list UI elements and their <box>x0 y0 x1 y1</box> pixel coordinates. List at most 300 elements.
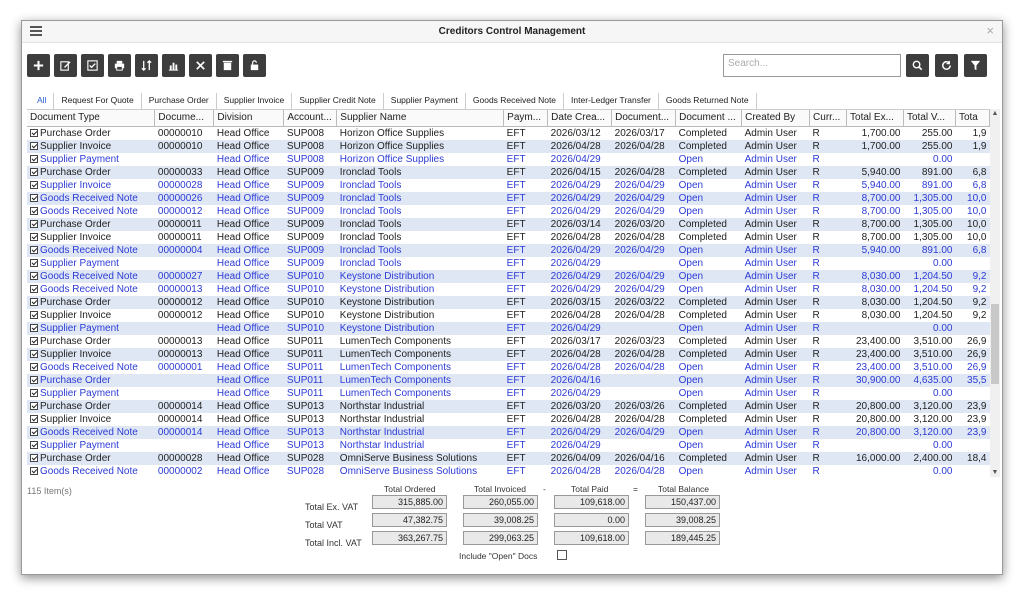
table-cell: EFT <box>506 283 526 295</box>
balance-vat: 39,008.25 <box>645 513 720 527</box>
row-checkbox[interactable] <box>30 441 38 449</box>
column-header[interactable]: Tota <box>955 110 989 126</box>
table-row[interactable] <box>27 283 990 296</box>
table-cell: Head Office <box>214 400 284 413</box>
table-row[interactable] <box>27 452 990 465</box>
table-cell: SUP010 <box>286 283 325 295</box>
table-cell: SUP028 <box>284 452 337 465</box>
table-cell: 2026/04/29 <box>550 179 601 191</box>
row-checkbox[interactable] <box>30 337 38 345</box>
table-cell <box>27 244 155 257</box>
header-total-invoiced: Total Invoiced <box>474 484 526 494</box>
table-cell: 00000010 <box>157 127 203 139</box>
table-cell: R <box>810 218 847 231</box>
item-count: 115 Item(s) <box>27 486 72 496</box>
table-cell: Open <box>678 387 704 399</box>
table-cell: Head Office <box>216 283 270 295</box>
table-cell: 2026/03/20 <box>548 400 612 413</box>
row-checkbox[interactable] <box>30 363 38 371</box>
table-cell <box>847 153 904 166</box>
table-row[interactable] <box>27 192 990 205</box>
document-type-label: Goods Received Note <box>40 192 138 204</box>
table-cell: R <box>810 452 847 465</box>
column-header[interactable]: Account... <box>284 110 337 126</box>
table-cell: R <box>810 270 847 283</box>
table-cell: EFT <box>504 374 548 387</box>
row-checkbox[interactable] <box>30 272 38 280</box>
column-header[interactable]: Date Crea... <box>548 110 612 126</box>
table-cell: 2026/04/29 <box>548 322 612 335</box>
table-cell: Completed <box>678 335 727 347</box>
row-checkbox[interactable] <box>30 415 38 423</box>
table-cell: SUP011 <box>286 361 324 373</box>
row-checkbox[interactable] <box>30 168 38 176</box>
table-cell <box>27 231 155 244</box>
table-cell: SUP013 <box>284 426 337 439</box>
table-cell: SUP013 <box>286 439 325 451</box>
table-cell: 2026/04/29 <box>548 192 612 205</box>
table-cell: 2026/04/29 <box>550 257 601 269</box>
table-cell: EFT <box>506 205 526 217</box>
table-cell: Admin User <box>744 231 797 243</box>
table-cell: EFT <box>504 218 548 231</box>
table-cell: R <box>812 439 820 451</box>
refresh-button[interactable] <box>935 54 958 77</box>
table-row[interactable] <box>27 205 990 218</box>
document-type-label: Goods Received Note <box>40 361 138 373</box>
table-cell: 0.00 <box>932 257 953 269</box>
table-cell: Head Office <box>216 439 270 451</box>
table-cell: LumenTech Components <box>339 361 451 373</box>
paid-incl-vat: 109,618.00 <box>554 531 629 545</box>
ordered-ex-vat: 315,885.00 <box>372 495 447 509</box>
table-row[interactable] <box>27 153 990 166</box>
table-cell: SUP011 <box>284 348 337 361</box>
table-cell: 1,204.50 <box>904 296 956 309</box>
table-cell: 23,400.00 <box>856 335 901 347</box>
row-checkbox[interactable] <box>30 233 38 241</box>
table-cell: SUP011 <box>286 387 324 399</box>
table-cell <box>27 387 155 400</box>
table-row[interactable] <box>27 335 990 348</box>
table-cell: EFT <box>506 387 526 399</box>
table-cell: Keystone Distribution <box>339 309 435 321</box>
table-cell: EFT <box>506 309 526 321</box>
table-cell: 2026/04/28 <box>550 361 601 373</box>
table-cell <box>955 153 989 166</box>
table-cell <box>27 126 155 140</box>
print-button[interactable] <box>108 54 131 77</box>
table-cell: 4,635.00 <box>904 374 956 387</box>
table-row[interactable] <box>27 231 990 244</box>
row-checkbox[interactable] <box>30 285 38 293</box>
table-cell: R <box>810 348 847 361</box>
tab-supplier-invoice[interactable]: Supplier Invoice <box>217 93 292 109</box>
table-cell: Head Office <box>214 270 284 283</box>
table-cell: Keystone Distribution <box>337 322 504 335</box>
table-cell: Head Office <box>216 309 270 321</box>
row-checkbox[interactable] <box>30 402 38 410</box>
sort-button[interactable] <box>135 54 158 77</box>
table-cell: 2026/03/15 <box>548 296 612 309</box>
row-checkbox[interactable] <box>30 155 38 163</box>
table-cell: Horizon Office Supplies <box>339 127 445 139</box>
table-cell: R <box>810 166 847 179</box>
table-cell: 9,2 <box>955 296 989 309</box>
table-cell: Ironclad Tools <box>337 166 504 179</box>
table-cell: 2026/04/09 <box>548 452 612 465</box>
tools-button[interactable] <box>189 54 212 77</box>
table-cell: Head Office <box>216 257 270 269</box>
table-cell: 3,120.00 <box>904 426 956 439</box>
table-cell <box>612 439 676 452</box>
table-cell: Ironclad Tools <box>339 205 402 217</box>
table-row[interactable] <box>27 166 990 179</box>
table-cell <box>155 322 214 335</box>
scroll-up-icon[interactable]: ▲ <box>991 110 999 117</box>
table-cell: 00000011 <box>157 231 202 243</box>
table-row[interactable] <box>27 257 990 270</box>
table-cell: Admin User <box>744 179 797 191</box>
table-cell: Head Office <box>214 192 284 205</box>
table-cell: 1,204.50 <box>913 309 953 321</box>
table-cell: 2026/04/28 <box>550 413 601 425</box>
table-cell: Ironclad Tools <box>339 179 402 191</box>
plus-icon <box>32 59 45 72</box>
check-button[interactable] <box>81 54 104 77</box>
table-cell <box>612 153 676 166</box>
table-cell: 10,0 <box>967 205 987 217</box>
table-cell: SUP009 <box>284 244 337 257</box>
table-cell: 891.00 <box>904 166 956 179</box>
scrollbar-thumb[interactable] <box>991 304 999 384</box>
table-cell <box>27 153 155 166</box>
table-cell: 2026/04/15 <box>548 166 612 179</box>
filter-button[interactable] <box>964 54 987 77</box>
table-cell: 2026/04/29 <box>612 244 676 257</box>
table-row[interactable] <box>27 400 990 413</box>
row-checkbox[interactable] <box>30 246 38 254</box>
table-cell: 2026/03/22 <box>612 296 676 309</box>
table-cell: 891.00 <box>904 244 956 257</box>
document-type-label: Supplier Payment <box>40 387 119 399</box>
table-cell: 5,940.00 <box>861 179 901 191</box>
table-row[interactable] <box>27 387 990 400</box>
total-incl-vat-label: Total Incl. VAT <box>305 538 362 548</box>
row-checkbox[interactable] <box>30 350 38 358</box>
table-cell: SUP010 <box>284 270 337 283</box>
table-cell: 20,800.00 <box>856 413 901 425</box>
table-cell <box>27 361 155 374</box>
ordered-incl-vat: 363,267.75 <box>372 531 447 545</box>
column-header[interactable]: Document ... <box>676 110 742 126</box>
table-cell: 1,9 <box>955 140 989 153</box>
table-cell: Head Office <box>216 179 270 191</box>
table-cell: Admin User <box>744 465 797 477</box>
table-cell <box>847 465 904 478</box>
table-row[interactable] <box>27 179 990 192</box>
table-cell: 2026/04/28 <box>548 140 612 153</box>
table-row[interactable] <box>27 218 990 231</box>
vertical-scrollbar[interactable] <box>990 109 1000 477</box>
table-cell: SUP010 <box>286 309 325 321</box>
table-cell: Keystone Distribution <box>337 296 504 309</box>
document-type-label: Supplier Invoice <box>40 309 112 321</box>
table-cell: Admin User <box>744 257 797 269</box>
tab-goods-returned-note[interactable]: Goods Returned Note <box>659 93 757 109</box>
table-cell: Admin User <box>744 309 797 321</box>
column-header[interactable]: Paym... <box>504 110 548 126</box>
table-cell: R <box>810 296 847 309</box>
table-cell: Head Office <box>214 374 284 387</box>
table-cell <box>155 387 214 400</box>
unlock-button[interactable] <box>243 54 266 77</box>
document-type-label: Supplier Invoice <box>40 348 112 360</box>
table-cell <box>955 322 989 335</box>
document-type-label: Purchase Order <box>40 166 111 178</box>
include-open-docs-checkbox[interactable] <box>557 550 567 560</box>
unlock-icon <box>248 59 261 72</box>
table-row[interactable] <box>27 465 990 478</box>
table-cell: 2026/03/17 <box>550 335 601 347</box>
table-cell: 20,800.00 <box>847 426 904 439</box>
table-cell: 1,700.00 <box>847 140 904 153</box>
add-button[interactable] <box>27 54 50 77</box>
table-cell: SUP008 <box>286 127 325 139</box>
table-cell: R <box>812 283 820 295</box>
table-cell: EFT <box>504 192 548 205</box>
table-row[interactable] <box>27 309 990 322</box>
table-cell: SUP013 <box>284 400 337 413</box>
table-cell: Head Office <box>216 361 270 373</box>
header-total-ordered: Total Ordered <box>384 484 436 494</box>
row-checkbox[interactable] <box>30 298 38 306</box>
row-checkbox[interactable] <box>30 207 38 215</box>
table-cell: 2026/03/17 <box>614 127 665 139</box>
table-cell: Head Office <box>214 452 284 465</box>
column-header[interactable]: Division <box>214 110 284 126</box>
table-cell: EFT <box>504 322 548 335</box>
table-row[interactable] <box>27 426 990 439</box>
chart-icon <box>167 59 180 72</box>
table-cell: 9,2 <box>972 283 987 295</box>
table-cell: R <box>812 413 820 425</box>
search-button[interactable] <box>906 54 929 77</box>
table-cell: R <box>810 192 847 205</box>
table-cell: 8,030.00 <box>861 309 901 321</box>
column-header[interactable]: Document... <box>612 110 676 126</box>
document-type-label: Goods Received Note <box>40 270 138 282</box>
row-checkbox[interactable] <box>30 142 38 150</box>
table-cell: Head Office <box>214 426 284 439</box>
tab-all[interactable]: All <box>30 93 54 109</box>
row-checkbox[interactable] <box>30 389 38 397</box>
document-type-label: Purchase Order <box>40 127 111 139</box>
table-cell: 26,9 <box>967 361 987 373</box>
table-cell: SUP010 <box>284 296 337 309</box>
chart-button[interactable] <box>162 54 185 77</box>
row-checkbox[interactable] <box>30 311 38 319</box>
table-cell: Open <box>678 153 704 165</box>
table-row[interactable] <box>27 439 990 452</box>
table-cell: SUP008 <box>286 153 325 165</box>
table-cell: 2026/03/12 <box>550 127 601 139</box>
column-header[interactable]: Total V... <box>904 110 956 126</box>
tab-inter-ledger-transfer[interactable]: Inter-Ledger Transfer <box>564 93 659 109</box>
table-cell: R <box>810 374 847 387</box>
table-cell: 8,700.00 <box>861 231 901 243</box>
table-cell: Completed <box>676 296 742 309</box>
table-cell: 2026/04/28 <box>614 413 665 425</box>
table-cell: Admin User <box>742 296 810 309</box>
table-cell <box>27 309 155 322</box>
table-cell: 00000013 <box>155 348 214 361</box>
table-cell: 8,700.00 <box>847 192 904 205</box>
row-checkbox[interactable] <box>30 220 38 228</box>
table-row[interactable] <box>27 126 990 140</box>
table-cell: Head Office <box>216 387 270 399</box>
document-type-label: Supplier Invoice <box>40 231 112 243</box>
column-header[interactable]: Total Ex... <box>847 110 904 126</box>
row-checkbox[interactable] <box>30 259 38 267</box>
table-cell <box>955 465 989 478</box>
row-checkbox[interactable] <box>30 324 38 332</box>
table-cell: 2026/04/28 <box>614 231 665 243</box>
table-row[interactable] <box>27 374 990 387</box>
table-cell <box>612 322 676 335</box>
table-cell: 2026/04/28 <box>548 348 612 361</box>
table-cell: Head Office <box>214 348 284 361</box>
search-input[interactable]: Search... <box>723 54 901 77</box>
table-cell: 255.00 <box>904 140 956 153</box>
table-cell: 23,9 <box>967 413 987 425</box>
table-row[interactable] <box>27 413 990 426</box>
table-cell: Horizon Office Supplies <box>337 140 504 153</box>
tab-request-for-quote[interactable]: Request For Quote <box>54 93 141 109</box>
toolbar <box>27 54 266 78</box>
table-cell: 255.00 <box>921 127 953 139</box>
table-cell: 891.00 <box>921 179 953 191</box>
table-cell: 3,510.00 <box>913 361 953 373</box>
table-cell: OmniServe Business Solutions <box>339 465 478 477</box>
table-cell: 1,204.50 <box>913 283 953 295</box>
row-checkbox[interactable] <box>30 467 38 475</box>
document-type-label: Goods Received Note <box>40 426 138 438</box>
table-cell: EFT <box>504 452 548 465</box>
table-cell: 2026/04/28 <box>550 231 601 243</box>
table-cell: R <box>810 140 847 153</box>
column-header[interactable]: Document Type <box>27 110 155 126</box>
table-cell: R <box>812 387 820 399</box>
table-cell: 0.00 <box>904 322 956 335</box>
table-cell: Admin User <box>742 374 810 387</box>
table-cell: Head Office <box>216 153 270 165</box>
table-cell: 10,0 <box>967 231 987 243</box>
table-cell: Completed <box>676 348 742 361</box>
column-header[interactable]: Supplier Name <box>337 110 504 126</box>
document-type-label: Purchase Order <box>40 374 111 386</box>
row-checkbox[interactable] <box>30 454 38 462</box>
table-cell: 23,400.00 <box>856 361 901 373</box>
table-cell: Head Office <box>214 244 284 257</box>
row-checkbox[interactable] <box>30 376 38 384</box>
table-row[interactable] <box>27 348 990 361</box>
row-checkbox[interactable] <box>30 428 38 436</box>
table-cell: 5,940.00 <box>847 166 904 179</box>
table-cell: 00000002 <box>157 465 203 477</box>
delete-button[interactable] <box>216 54 239 77</box>
table-row[interactable] <box>27 140 990 153</box>
table-cell <box>955 257 989 270</box>
table-row[interactable] <box>27 244 990 257</box>
table-cell: SUP009 <box>286 257 325 269</box>
table-cell: 30,900.00 <box>847 374 904 387</box>
table-cell: 9,2 <box>955 270 989 283</box>
edit-button[interactable] <box>54 54 77 77</box>
tab-goods-received-note[interactable]: Goods Received Note <box>466 93 564 109</box>
table-cell: 23,400.00 <box>847 348 904 361</box>
row-checkbox[interactable] <box>30 129 38 137</box>
table-cell: EFT <box>506 439 526 451</box>
column-header[interactable]: Docume... <box>155 110 214 126</box>
table-cell: LumenTech Components <box>339 335 451 347</box>
close-icon[interactable]: × <box>986 23 994 38</box>
tab-purchase-order[interactable]: Purchase Order <box>142 93 217 109</box>
table-cell: 00000001 <box>157 361 203 373</box>
table-cell: 00000026 <box>155 192 214 205</box>
tab-supplier-payment[interactable]: Supplier Payment <box>384 93 466 109</box>
table-cell: 3,120.00 <box>913 413 953 425</box>
table-row[interactable] <box>27 322 990 335</box>
table-cell: Completed <box>678 231 727 243</box>
row-checkbox[interactable] <box>30 181 38 189</box>
table-cell <box>847 322 904 335</box>
table-cell: Head Office <box>214 296 284 309</box>
table-cell: 3,120.00 <box>904 400 956 413</box>
tab-supplier-credit-note[interactable]: Supplier Credit Note <box>292 93 384 109</box>
table-cell: Head Office <box>214 140 284 153</box>
table-cell: Admin User <box>742 400 810 413</box>
table-row[interactable] <box>27 361 990 374</box>
table-cell: 2026/04/29 <box>612 426 676 439</box>
search-icon <box>911 59 924 72</box>
table-row[interactable] <box>27 296 990 309</box>
table-cell <box>955 387 989 400</box>
table-cell: Admin User <box>742 452 810 465</box>
table-cell: 20,800.00 <box>847 400 904 413</box>
table-row[interactable] <box>27 270 990 283</box>
table-cell: Open <box>676 374 742 387</box>
scroll-down-icon[interactable]: ▼ <box>991 469 999 476</box>
table-cell: Open <box>678 361 704 373</box>
title-bar <box>22 21 1002 43</box>
table-cell <box>27 192 155 205</box>
table-cell: SUP009 <box>286 205 325 217</box>
column-header[interactable]: Created By <box>742 110 810 126</box>
table-cell: Keystone Distribution <box>339 283 435 295</box>
row-checkbox[interactable] <box>30 194 38 202</box>
table-cell: 2026/04/29 <box>614 179 665 191</box>
table-cell: 2026/04/28 <box>612 166 676 179</box>
paid-vat: 0.00 <box>554 513 629 527</box>
table-cell: Admin User <box>742 166 810 179</box>
table-cell: Head Office <box>216 231 270 243</box>
table-cell: 1,700.00 <box>861 127 901 139</box>
table-cell: 2026/04/29 <box>550 439 601 451</box>
column-header[interactable]: Curr... <box>810 110 847 126</box>
table-cell: Completed <box>676 218 742 231</box>
table-cell: 00000012 <box>157 309 203 321</box>
